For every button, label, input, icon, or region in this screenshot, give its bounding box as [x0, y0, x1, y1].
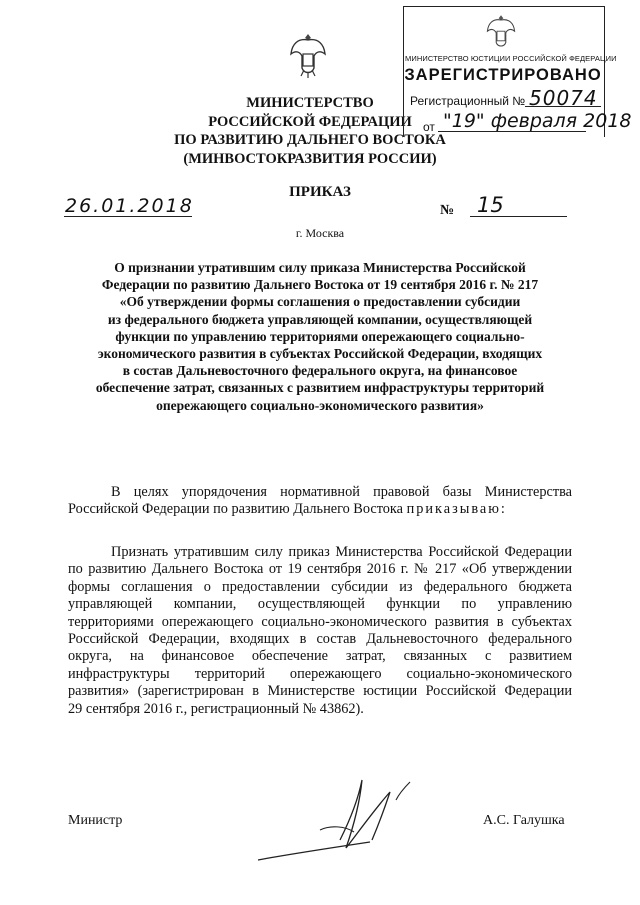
body-line: развития» (зарегистрирован в Министерстве юстиции Российской Федерации	[68, 683, 572, 700]
preamble-line	[68, 501, 572, 518]
body-line: по развитию Дальнего Востока от 19 сентября 2016 г. № 217 «Об утверждении	[68, 561, 572, 578]
body-line: Признать утратившим силу приказ Министерства Российской Федерации	[111, 544, 572, 560]
stamp-reg-underline	[525, 106, 601, 107]
heading-line: из федерального бюджета управляющей компании, осуществляющей	[107, 311, 533, 327]
ministry-line: (МИНВОСТОКРАЗВИТИЯ РОССИИ)	[183, 150, 437, 167]
signature-scribble	[250, 770, 430, 865]
body-paragraph	[68, 544, 572, 718]
order-number-label: №	[440, 203, 455, 218]
order-date-underline	[64, 216, 192, 217]
stamp-date-underline	[438, 131, 586, 132]
ministry-line: ПО РАЗВИТИЮ ДАЛЬНЕГО ВОСТОКА	[174, 132, 446, 148]
ministry-line: РОССИЙСКОЙ ФЕДЕРАЦИИ	[208, 113, 412, 130]
body-line: инфраструктуры территорий опережающего социально-экономического	[68, 665, 572, 682]
heading-line: опережающего социально-экономического развития»	[156, 397, 484, 413]
body-line: формы соглашения о предоставлении субсидии из федерального бюджета	[68, 578, 572, 595]
stamp-date: "19" февраля 2018	[443, 110, 632, 132]
body-line: 29 сентября 2016 г., регистрационный № 43862).	[68, 700, 364, 717]
heading-line: Федерации по развитию Дальнего Востока от 19 сентября 2016 г. № 217	[101, 277, 539, 293]
heading-line: О признании утратившим силу приказа Министерства Российской	[114, 260, 526, 275]
order-city: г. Москва	[295, 226, 345, 240]
preamble-text: Российской Федерации по развитию Дальнего Востока	[68, 501, 403, 518]
preamble-paragraph	[68, 484, 572, 519]
preamble-spaced: приказываю:	[406, 501, 507, 518]
heading-line: экономического развития в субъектах Российской Федерации, входящих	[97, 346, 543, 362]
signature-name: А.С. Галушка	[483, 813, 565, 828]
signature-title: Министр	[68, 813, 123, 828]
heading-line: функции по управлению территориями опережающего социально-	[115, 328, 525, 344]
body-line: округа, на финансовое обеспечение затрат, связанных с развитием	[68, 648, 572, 665]
stamp-reg-number: 50074	[529, 86, 598, 110]
ministry-line: МИНИСТЕРСТВО	[246, 95, 374, 111]
order-title: ПРИКАЗ	[289, 184, 351, 200]
stamp-emblem-icon	[484, 12, 518, 52]
heading-line: «Об утверждении формы соглашения о предоставлении субсидии	[119, 294, 521, 310]
body-line: территориями опережающего социально-экономического развития в субъектах	[68, 613, 572, 630]
body-line: управляющей компании, осуществляющей функции по управлению	[68, 596, 572, 613]
stamp-ministry: МИНИСТЕРСТВО ЮСТИЦИИ РОССИЙСКОЙ ФЕДЕРАЦИИ	[405, 54, 617, 63]
order-date: 26.01.2018	[65, 195, 194, 217]
coat-of-arms-icon	[288, 30, 328, 80]
document-heading	[72, 259, 568, 414]
stamp-registered: ЗАРЕГИСТРИРОВАНО	[404, 66, 602, 84]
order-number-underline	[470, 216, 567, 217]
stamp-reg-label: Регистрационный №	[410, 94, 526, 108]
order-number: 15	[477, 193, 504, 217]
heading-line: в состав Дальневосточного федерального округа, на финансовое	[122, 363, 518, 379]
stamp-date-prefix: от	[423, 120, 435, 134]
preamble-line: В целях упорядочения нормативной правовой базы Министерства	[111, 484, 572, 500]
body-line: Российской Федерации, входящих в состав Дальневосточного федерального	[68, 631, 572, 648]
heading-line: обеспечение затрат, связанных с развитием инфраструктуры территорий	[95, 380, 545, 396]
